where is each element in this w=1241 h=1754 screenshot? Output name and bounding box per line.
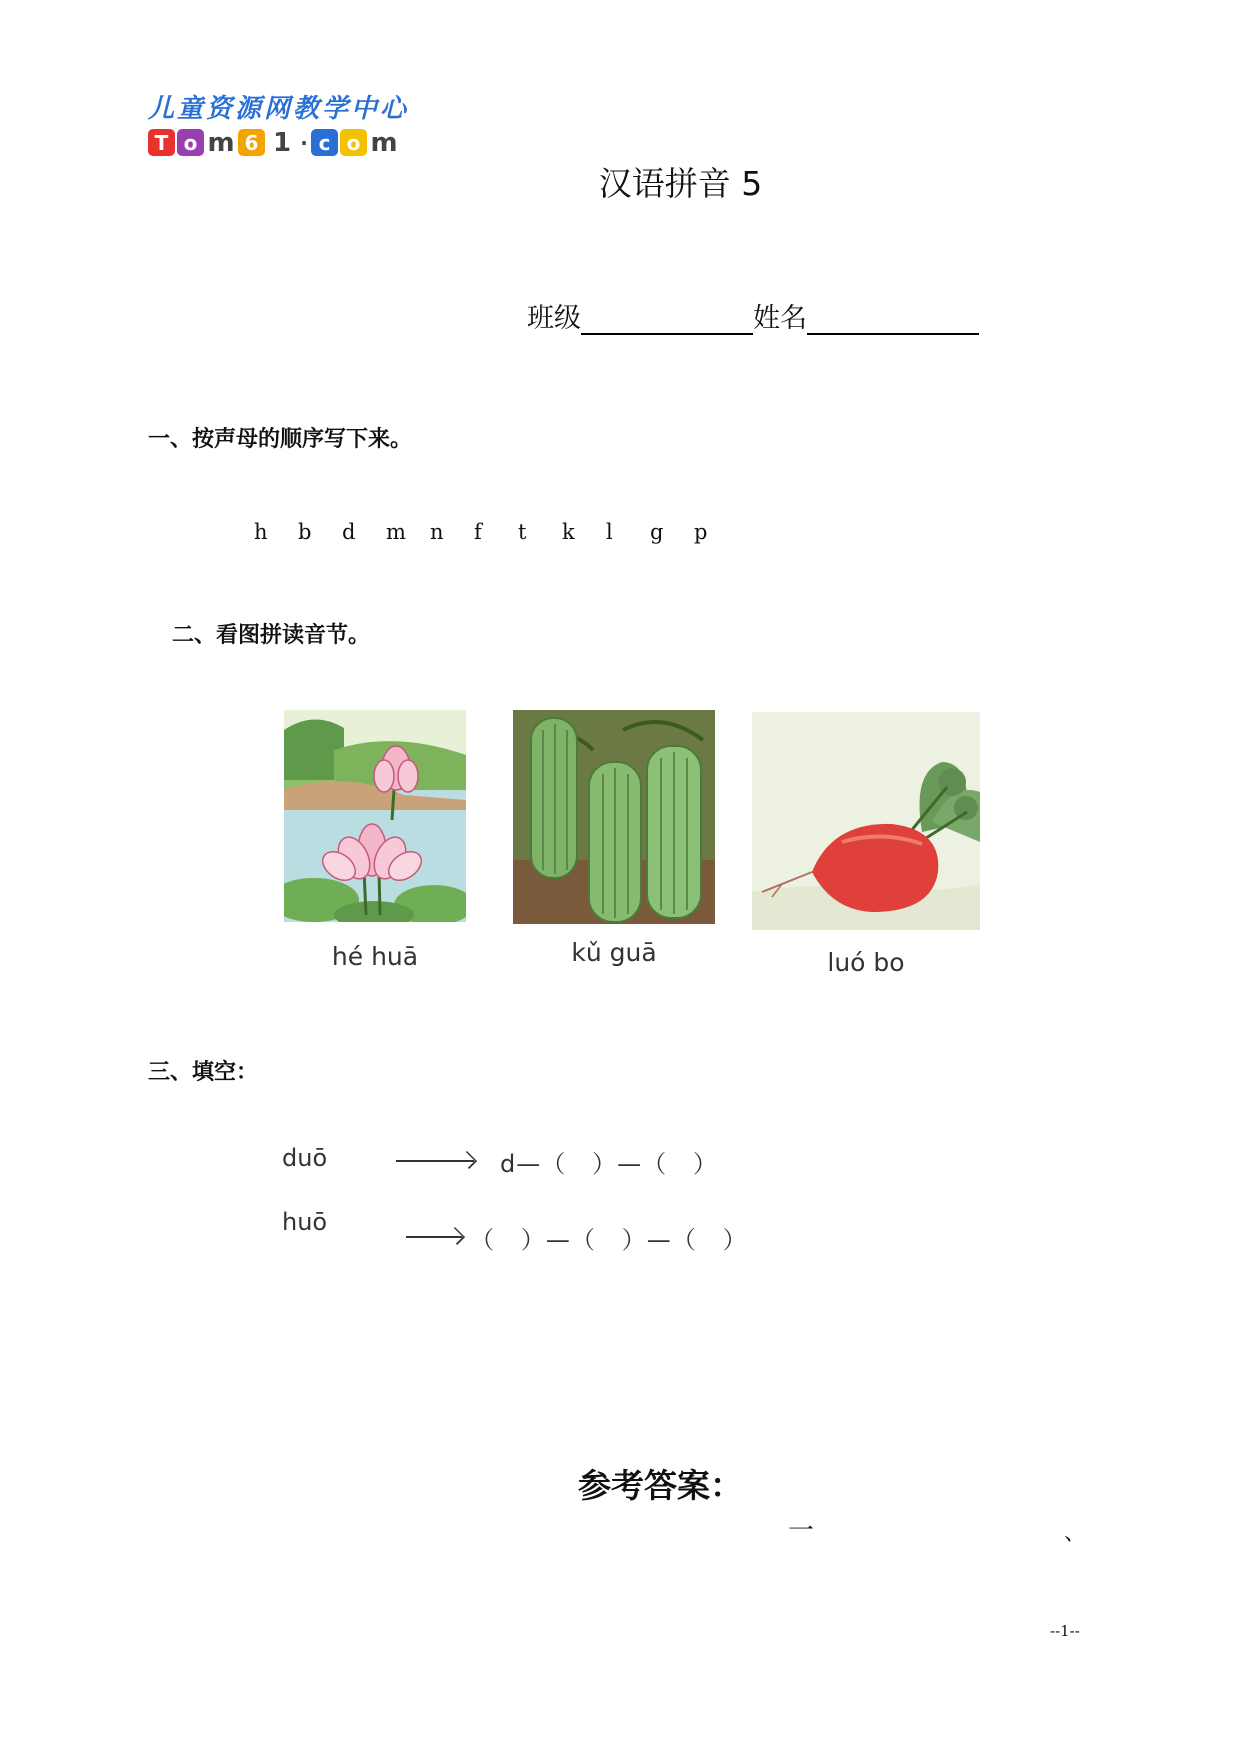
initial-letter: l (606, 520, 613, 544)
name-label: 姓名 (753, 303, 807, 334)
fill-word-huo: huō (282, 1208, 328, 1236)
answer-comma-mark: 、 (1064, 1521, 1087, 1546)
logo-tile: 1 (272, 127, 292, 158)
logo-tiles (148, 129, 418, 156)
logo-tile: o (340, 129, 367, 156)
fill-formula-huo[interactable]: （ ）—（ ）—（ ） (470, 1226, 748, 1254)
lotus-illustration (284, 710, 466, 922)
initial-letter: t (518, 520, 527, 544)
student-info-row (527, 296, 979, 335)
initial-letter: k (562, 520, 575, 544)
lotus-picture (284, 710, 466, 922)
answer-one-marker: 一 (788, 1516, 815, 1546)
initial-letter: d (342, 520, 356, 544)
initial-letter: f (474, 520, 482, 544)
arrow-icon (406, 1236, 462, 1238)
bitter-melon-illustration (513, 710, 715, 924)
initial-letter: n (430, 520, 444, 544)
logo-tile: T (148, 129, 175, 156)
logo-tile: 6 (238, 129, 265, 156)
radish-illustration (752, 712, 980, 930)
page-number: --1-- (1050, 1622, 1080, 1640)
site-logo (148, 88, 418, 158)
initial-letter: b (298, 520, 312, 544)
bitter-melon-caption: kǔ guā (571, 938, 657, 967)
initial-letter: p (694, 520, 708, 544)
radish-caption: luó bo (827, 948, 905, 977)
section-two-heading: 二、看图拼读音节。 (172, 623, 371, 648)
logo-tile: m (370, 127, 398, 158)
page-title-text: 汉语拼音 (598, 164, 731, 203)
logo-tile: m (207, 127, 235, 158)
name-blank[interactable] (807, 303, 979, 335)
initials-list (254, 520, 738, 544)
bitter-melon-picture (513, 710, 715, 924)
section-three-heading: 三、填空： (148, 1060, 259, 1085)
fill-word-duo: duō (282, 1144, 328, 1172)
logo-tile: o (177, 129, 204, 156)
page-title (0, 158, 1241, 205)
initial-letter: h (254, 520, 268, 544)
initial-letter: m (386, 520, 406, 544)
class-blank[interactable] (581, 303, 753, 335)
logo-tile: · (300, 130, 308, 155)
page-title-number: 5 (741, 164, 763, 203)
fill-formula-duo[interactable]: d—（ ）—（ ） (500, 1150, 719, 1178)
logo-chinese-text: 儿童资源网教学中心 (148, 94, 410, 124)
section-one-heading: 一、按声母的顺序写下来。 (148, 427, 413, 452)
answer-heading: 参考答案： (578, 1466, 743, 1505)
lotus-caption: hé huā (331, 942, 419, 971)
class-label: 班级 (527, 303, 581, 334)
arrow-icon (396, 1160, 474, 1162)
logo-tile: c (311, 129, 338, 156)
initial-letter: g (650, 520, 664, 544)
radish-picture (752, 712, 980, 930)
